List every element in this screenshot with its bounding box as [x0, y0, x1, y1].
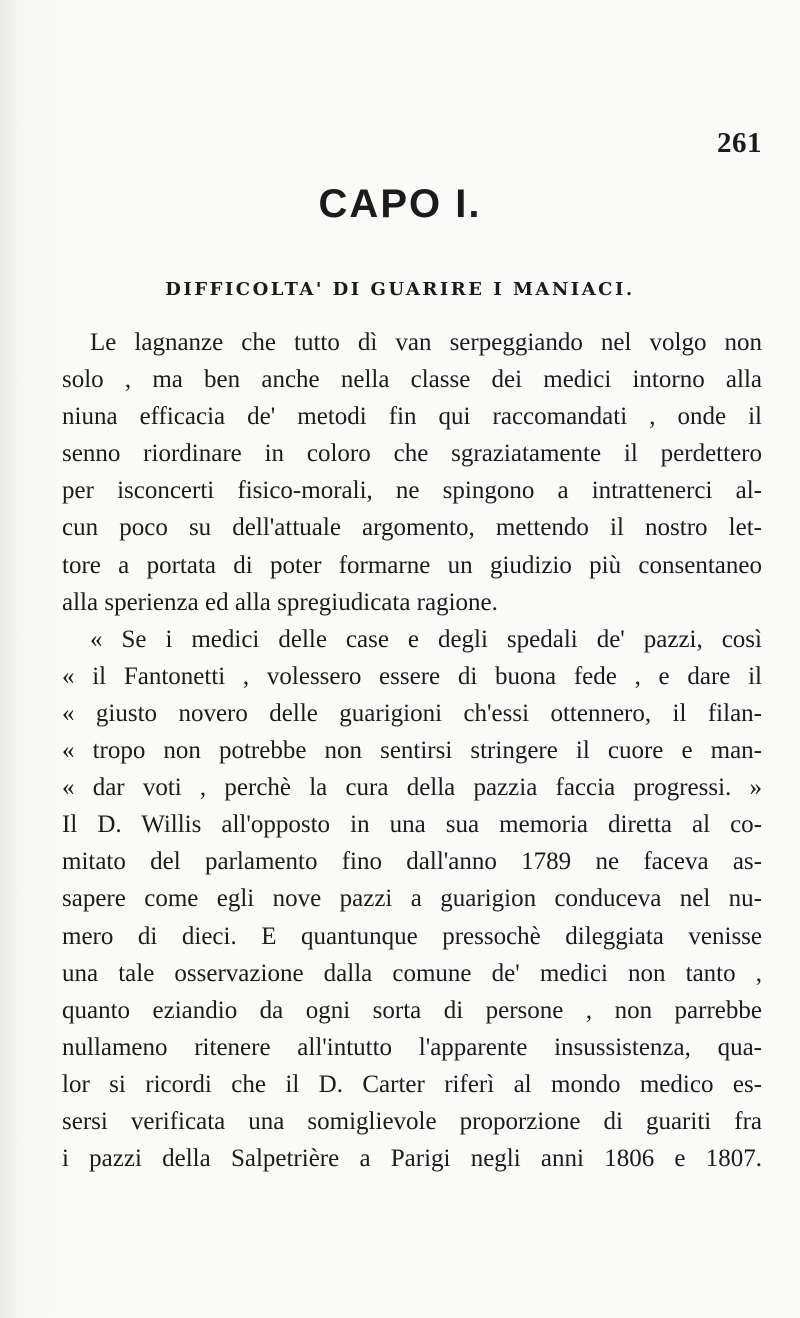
text-line: nullameno ritenere all'intutto l'apparente insussistenza, qua- [62, 1033, 762, 1061]
text-line: una tale osservazione dalla comune de' medici non tanto , [62, 959, 762, 987]
text-line: mitato del parlamento fino dall'anno 1789 ne faceva as- [62, 848, 762, 876]
text-line: senno riordinare in coloro che sgraziatamente il perdettero [62, 440, 762, 468]
text-line: « tropo non potrebbe non sentirsi stringere il cuore e man- [62, 737, 762, 765]
text-line: alla sperienza ed alla spregiudicata ragione. [62, 588, 498, 616]
text-line: tore a portata di poter formarne un giudizio più consentaneo [62, 551, 762, 579]
text-line: Il D. Willis all'opposto in una sua memoria diretta al co- [62, 811, 762, 839]
text-line: « Se i medici delle case e degli spedali de' pazzi, così [90, 625, 762, 653]
text-line: « dar voti , perchè la cura della pazzia faccia progressi. » [62, 774, 762, 802]
text-line: cun poco su dell'attuale argomento, mettendo il nostro let- [62, 514, 762, 542]
text-line: solo , ma ben anche nella classe dei medici intorno alla [62, 366, 762, 394]
text-line: sapere come egli nove pazzi a guarigion conduceva nel nu- [62, 885, 762, 913]
page-number: 261 [717, 127, 762, 159]
text-line: « giusto novero delle guarigioni ch'essi ottennero, il filan- [62, 699, 762, 727]
text-line: per isconcerti fisico-morali, ne spingono a intrattenerci al- [62, 477, 762, 505]
text-line: « il Fantonetti , volessero essere di buona fede , e dare il [62, 662, 762, 690]
text-line: Le lagnanze che tutto dì van serpeggiando nel volgo non [90, 329, 762, 356]
text-line: sersi verificata una somiglievole proporzione di guariti fra [62, 1107, 762, 1135]
text-line: lor si ricordi che il D. Carter riferì al mondo medico es- [62, 1070, 762, 1098]
body-text [62, 324, 762, 1177]
chapter-title: CAPO I. [318, 182, 482, 226]
text-line: quanto eziandio da ogni sorta di persone , non parrebbe [62, 996, 762, 1024]
chapter-subtitle: DIFFICOLTA' DI GUARIRE I MANIACI. [165, 279, 635, 300]
text-line: niuna efficacia de' metodi fin qui raccomandati , onde il [62, 403, 762, 431]
text-line: i pazzi della Salpetrière a Parigi negli anni 1806 e 1807. [62, 1145, 762, 1173]
text-line: mero di dieci. E quantunque pressochè dileggiata venisse [62, 922, 762, 950]
